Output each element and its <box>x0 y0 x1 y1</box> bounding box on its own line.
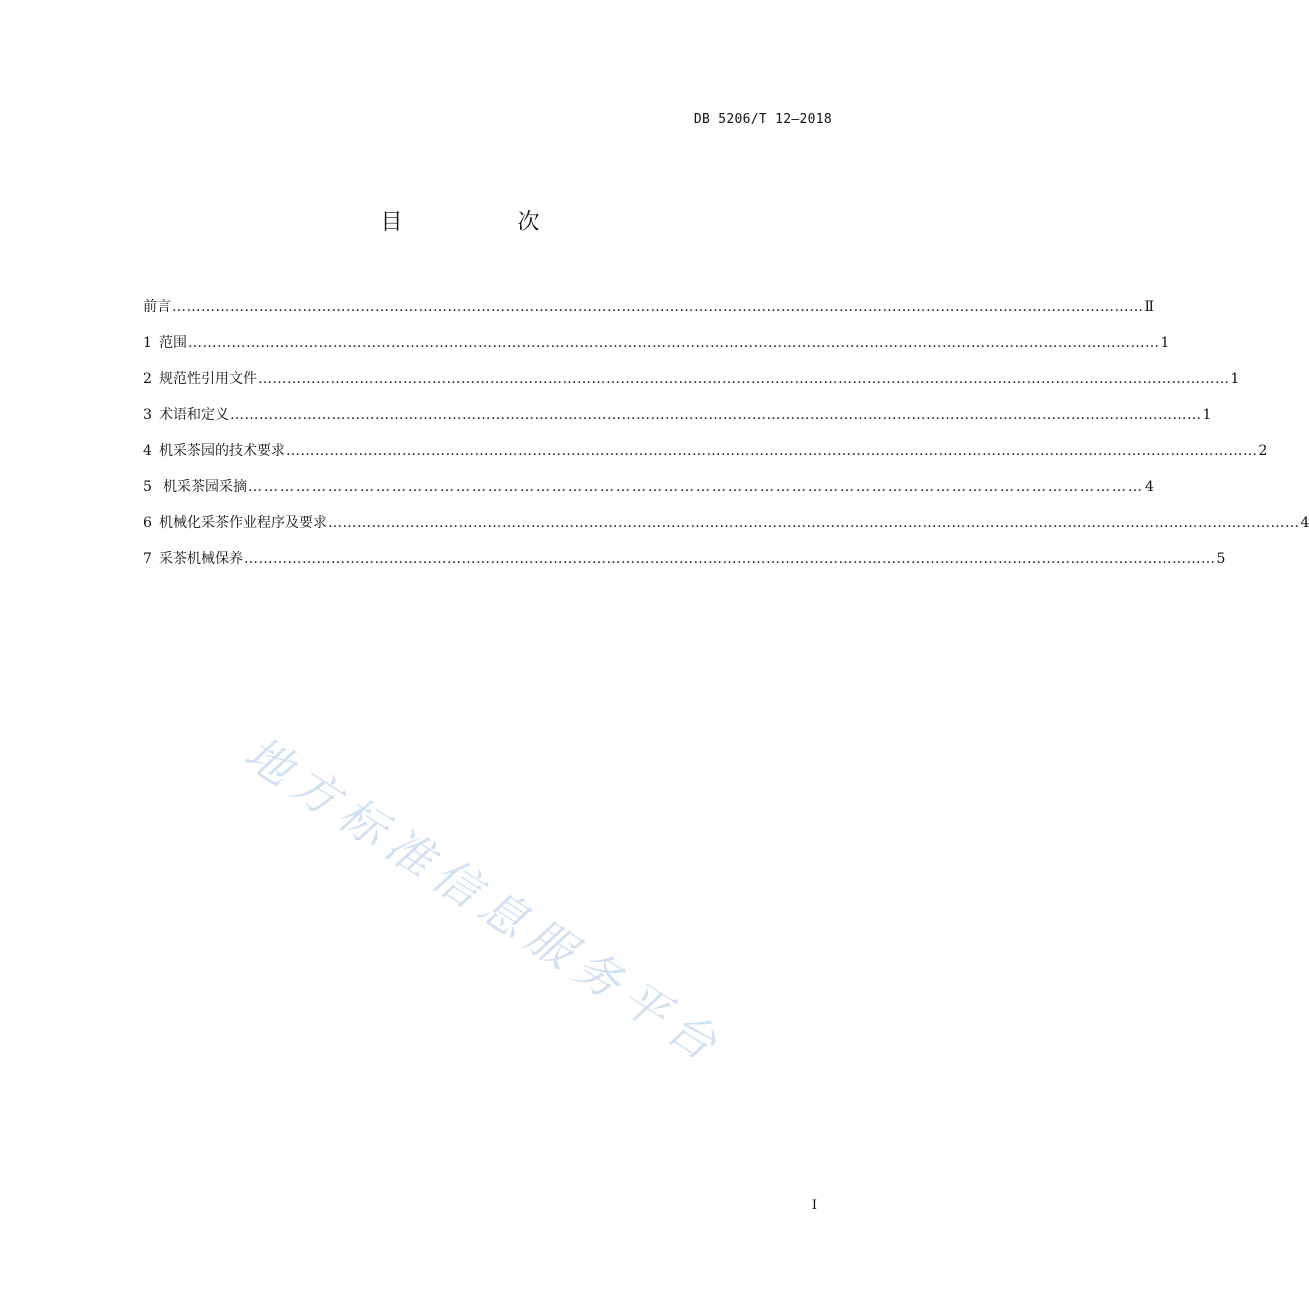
dot-leader: ………………………………………………………………………………………………………………………………………………………………………………… <box>328 515 1300 531</box>
watermark: 地方标准信息服务平台 <box>234 725 734 1076</box>
dot-leader: …………………………………………………………………………………………………………………………………………………… <box>248 479 1144 495</box>
toc-entry-number: 4 <box>143 443 152 459</box>
toc-entry-page: 5 <box>1216 551 1226 567</box>
toc-entry-scope[interactable] <box>143 332 1170 368</box>
toc-entry-number: 3 <box>143 407 152 423</box>
dot-leader: ………………………………………………………………………………………………………………………………………………………………………………… <box>286 443 1258 459</box>
dot-leader: ………………………………………………………………………………………………………………………………………………………………………………… <box>188 335 1160 351</box>
toc-entry-normative-references[interactable] <box>143 368 1240 404</box>
dot-leader: ………………………………………………………………………………………………………………………………………………………………………………… <box>172 299 1144 315</box>
toc-entry-number: 7 <box>143 551 152 567</box>
toc-entry-title: 术语和定义 <box>159 407 229 423</box>
toc-entry-foreword[interactable] <box>143 296 1155 332</box>
toc-entry-page: Ⅱ <box>1144 299 1155 315</box>
toc-entry-title: 机采茶园的技术要求 <box>159 443 285 459</box>
toc-entry-page: 2 <box>1258 443 1268 459</box>
footer-page-number: I <box>811 1198 817 1213</box>
toc-entry-operation-procedure[interactable] <box>143 512 1309 548</box>
toc-entry-title: 采茶机械保养 <box>159 551 243 567</box>
toc-entry-machine-maintenance[interactable] <box>143 548 1226 584</box>
toc-entry-page: 1 <box>1230 371 1240 387</box>
toc-entry-title: 范围 <box>159 335 187 351</box>
document-code: DB 5206/T 12—2018 <box>693 112 832 127</box>
toc-entry-terms-definitions[interactable] <box>143 404 1212 440</box>
toc-entry-title: 机械化采茶作业程序及要求 <box>159 515 327 531</box>
toc-entry-page: 1 <box>1160 335 1170 351</box>
toc-entry-plucking[interactable] <box>143 476 1154 512</box>
table-of-contents <box>143 296 1309 584</box>
dot-leader: ………………………………………………………………………………………………………………………………………………………………………………… <box>244 551 1216 567</box>
toc-entry-page: 4 <box>1300 515 1309 531</box>
toc-entry-page: 4 <box>1145 479 1154 495</box>
page-title: 目 次 <box>380 210 594 235</box>
toc-entry-number: 6 <box>143 515 152 531</box>
toc-entry-page: 1 <box>1202 407 1212 423</box>
toc-entry-technical-requirements[interactable] <box>143 440 1268 476</box>
toc-entry-title: 规范性引用文件 <box>159 371 257 387</box>
toc-entry-number: 1 <box>143 335 152 351</box>
dot-leader: ………………………………………………………………………………………………………………………………………………………………………………… <box>258 371 1230 387</box>
toc-entry-title: 机采茶园采摘 <box>163 479 247 495</box>
toc-entry-title: 前言 <box>143 299 171 315</box>
dot-leader: ………………………………………………………………………………………………………………………………………………………………………………… <box>230 407 1202 423</box>
toc-entry-number: 2 <box>143 371 152 387</box>
toc-entry-number: 5 <box>143 479 152 495</box>
